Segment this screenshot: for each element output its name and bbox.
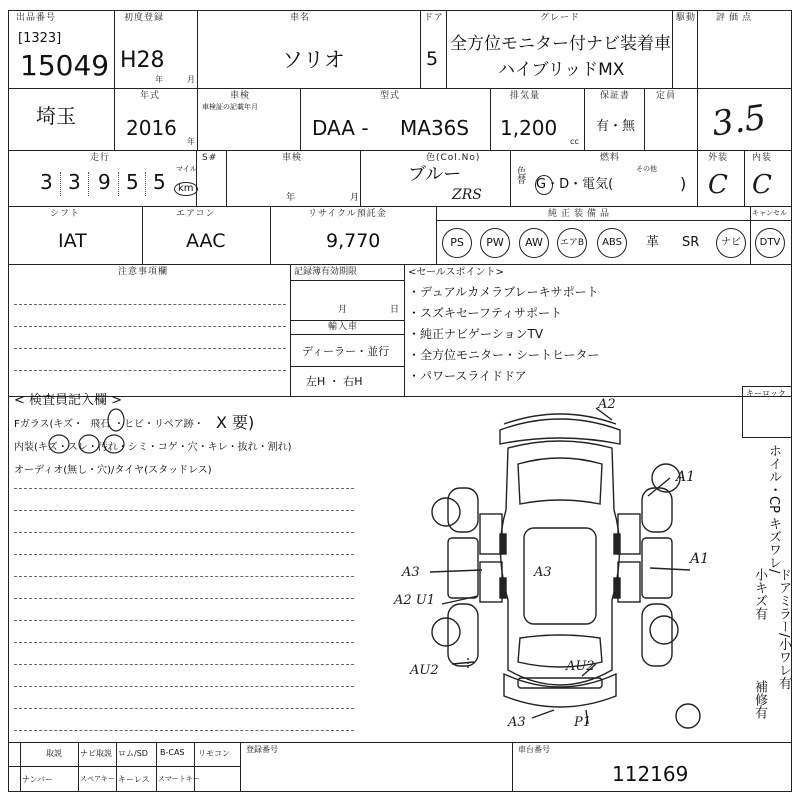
footer-item-remote: リモコン: [198, 749, 230, 758]
year: 2016: [126, 116, 177, 140]
capacity-label: 定員: [656, 91, 677, 101]
mark-a3-roof: A3: [534, 565, 552, 580]
equip-navi: ナビ: [716, 228, 746, 258]
notes-label: 注意事項欄: [118, 267, 169, 277]
inspector-title: < 検査員記入欄 >: [14, 393, 123, 408]
keylock-label: キーロック: [746, 389, 786, 398]
keyless-label: キャンセル: [752, 209, 787, 217]
sales-point-4: ・全方位モニター・シートヒーター: [408, 348, 600, 362]
color: ブルー: [408, 164, 462, 185]
region: 埼玉: [36, 104, 76, 128]
model-label: 型式: [380, 91, 401, 101]
equip-leather: 革: [646, 235, 660, 250]
equip-label: 純正装備品: [548, 209, 614, 219]
lot-sub: [1323]: [18, 31, 62, 46]
handle-value: 左H ・ 右H: [306, 375, 363, 388]
equip-abs: ABS: [597, 228, 627, 258]
import-value: ディーラー・並行: [302, 345, 390, 358]
ext-label: 外装: [708, 153, 729, 163]
equip-aw: AW: [519, 228, 549, 258]
sales-point-1: ・デュアルカメラブレーキサポート: [408, 285, 599, 299]
footer-item-keyless: キーレス: [118, 775, 150, 784]
mark-p1-bottom: P1: [574, 715, 592, 730]
warranty-value: 有・無: [596, 119, 636, 134]
shift: IAT: [58, 230, 87, 252]
mileage-unit: km: [174, 182, 198, 196]
inspect-label: 車検: [282, 153, 303, 163]
record-day: 日: [390, 305, 400, 315]
mileage-digit-2: 3: [68, 170, 81, 194]
mark-au2-right: AU2: [566, 659, 595, 674]
mark-a3-bottom: A3: [508, 715, 526, 730]
record-month: 月: [338, 305, 348, 315]
recycle-label: リサイクル預託金: [308, 209, 387, 219]
footer-item-navi-manual: ナビ取説: [80, 749, 112, 758]
inspection-sub: 車検証の記載年月: [202, 103, 258, 111]
footer-item-plate: ナンバー: [22, 775, 54, 784]
first-reg-month-unit: 月: [187, 75, 195, 84]
color-change-label: 色替: [515, 166, 525, 184]
mark-a2-u1: A2 U1: [394, 593, 436, 608]
sales-point-2: ・スズキセーフティサポート: [408, 306, 562, 320]
grade-line2: ハイブリッドMX: [498, 60, 625, 80]
inspector-line1-rest: ・ヒビ・リペア跡・: [114, 419, 204, 430]
color-code: ZRS: [452, 187, 482, 203]
fuel-label: 燃料: [600, 153, 621, 163]
chassis-number: 112169: [612, 762, 689, 786]
equip-ps: PS: [442, 228, 472, 258]
model-code: MA36S: [400, 116, 470, 140]
drive-label: 駆動: [676, 13, 697, 23]
shift-label: シフト: [50, 209, 81, 219]
lot-label: 出品番号: [16, 13, 57, 23]
footer-item-manual: 取説: [46, 749, 62, 758]
mark-a1-upper: A1: [676, 469, 696, 485]
inspect-month: 月: [350, 193, 360, 203]
ac-label: エアコン: [176, 209, 216, 219]
equip-dtv: DTV: [755, 228, 785, 258]
chassis-label: 車台番号: [518, 745, 550, 754]
car-name: ソリオ: [282, 48, 345, 72]
mark-au2-left: AU2: [410, 663, 439, 678]
sales-label: <セールスポイント>: [408, 267, 504, 278]
mark-a3-left: A3: [402, 565, 420, 580]
ext-grade: C: [708, 170, 728, 200]
fuel-options: G・D・電気(: [536, 177, 614, 192]
equip-airbag: エアB: [557, 228, 587, 258]
footer-item-rom-sd: ロム/SD: [118, 749, 148, 758]
displacement: 1,200: [500, 116, 558, 140]
year-label: 年式: [140, 91, 161, 101]
reg-number-label: 登録番号: [246, 745, 278, 754]
mileage-unit-top: マイル: [176, 165, 197, 173]
year-unit: 年: [187, 137, 195, 146]
mark-a1-right: A1: [690, 551, 710, 567]
fuel-other: その他: [636, 165, 657, 173]
car-diagram: [400, 397, 730, 750]
int-grade: C: [752, 170, 772, 200]
side-note-2: 小キズ有: [752, 568, 767, 620]
displacement-label: 排気量: [510, 91, 541, 101]
warranty-label: 保証書: [600, 91, 631, 101]
displacement-unit: cc: [570, 137, 579, 146]
sales-point-5: ・パワースライドドア: [408, 369, 527, 383]
mileage-digit-5: 5: [153, 170, 166, 194]
inspector-line1-prefix: Fガラス(キズ・: [14, 419, 84, 430]
record-label: 記録簿有効期限: [294, 267, 358, 277]
equip-pw: PW: [480, 228, 510, 258]
ac: AAC: [186, 230, 226, 252]
inspector-line1-mid: 飛石: [90, 419, 110, 430]
footer-item-spare-key: スペアキー: [80, 775, 115, 783]
doors-label: ドア: [424, 13, 444, 23]
inspector-line1-x: X 要): [216, 413, 255, 432]
equip-sr: SR: [682, 235, 700, 250]
first-reg-label: 初度登録: [124, 13, 165, 23]
side-note-4: 補修有: [752, 680, 767, 719]
mileage-digit-4: 5: [126, 170, 139, 194]
recycle: 9,770: [326, 230, 381, 252]
sales-point-3: ・純正ナビゲーションTV: [408, 327, 544, 341]
inspect-year: 年: [286, 193, 296, 203]
side-note-3: ドアミラー/小ワレ有: [776, 568, 791, 690]
doors: 5: [426, 48, 439, 70]
mileage-digit-1: 3: [40, 170, 53, 194]
lot-number: 15049: [20, 49, 110, 82]
score-hand: 3.5: [709, 97, 769, 145]
score-label: 評価点: [716, 13, 756, 23]
mileage-digit-3: 9: [98, 170, 111, 194]
inspection-label: 車検: [230, 91, 251, 101]
grade-line1: 全方位モニター付ナビ装着車: [450, 34, 671, 54]
mark-a2-top: A2: [598, 397, 616, 412]
fuel-close: ): [680, 174, 687, 193]
inspector-line2: 内装(キズ・スレ・汚れ・シミ・コゲ・穴・キレ・抜れ・割れ): [14, 442, 292, 453]
sharp-label: S#: [202, 153, 218, 163]
inspector-line3: オーディオ(無し・穴)/タイヤ(スタッドレス): [14, 465, 212, 476]
footer-item-bcas: B-CAS: [160, 748, 185, 757]
import-label: 輸入車: [328, 322, 359, 332]
color-label: 色(Col.No): [426, 153, 481, 163]
mileage-label: 走行: [90, 153, 111, 163]
int-label: 内装: [752, 153, 773, 163]
footer-item-smart-key: スマートキー: [158, 775, 200, 783]
model-prefix: DAA -: [312, 116, 369, 140]
first-reg-value: H28: [120, 48, 165, 73]
side-note-1: ホイル・CP キズワレ/: [766, 444, 781, 574]
grade-label: グレード: [540, 13, 581, 23]
first-reg-year-unit: 年: [155, 75, 163, 84]
car-name-label: 車名: [290, 13, 311, 23]
